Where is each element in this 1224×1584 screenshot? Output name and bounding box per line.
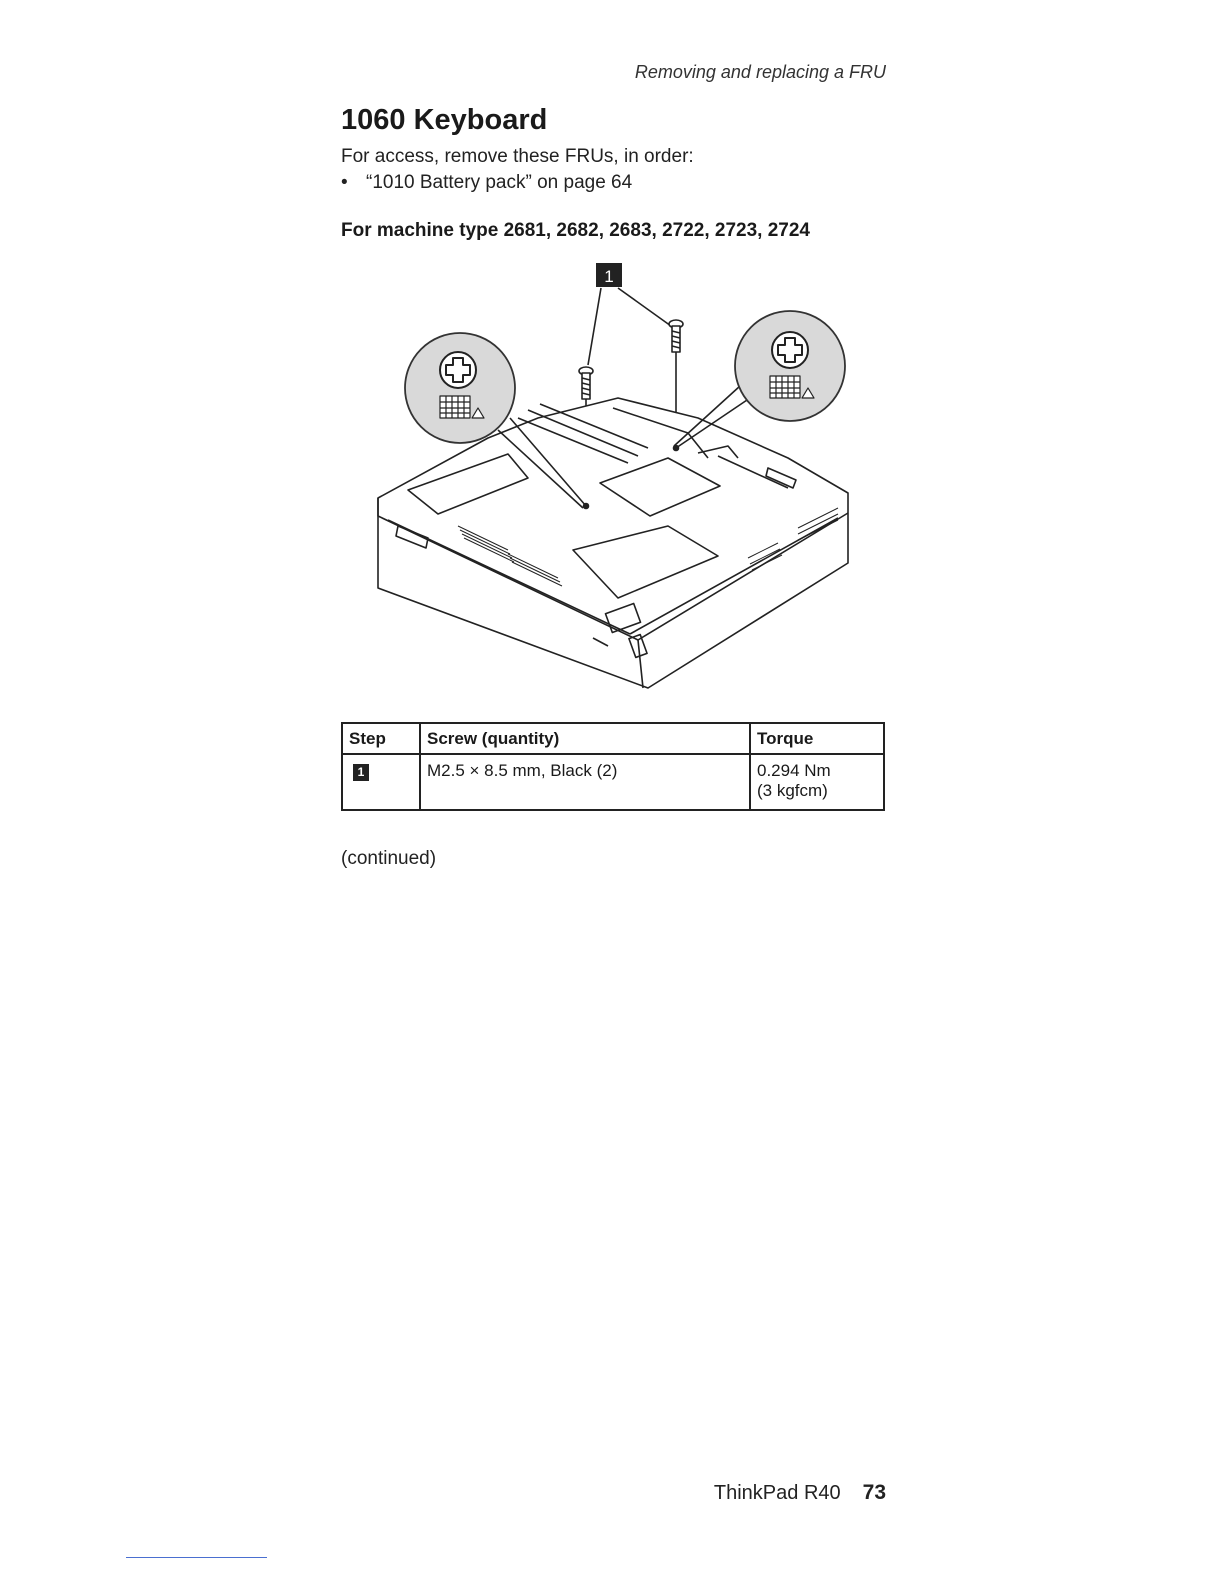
cell-screw: M2.5 × 8.5 mm, Black (2) [420, 754, 750, 810]
header-torque: Torque [750, 723, 884, 754]
prereq-list-item [341, 172, 632, 194]
screw-right-icon [669, 320, 683, 352]
phillips-screwdriver-icon [440, 352, 476, 388]
machine-type-heading: For machine type 2681, 2682, 2683, 2722, 2723, 2724 [341, 220, 810, 241]
cell-torque [750, 754, 884, 810]
phillips-screwdriver-icon [772, 332, 808, 368]
callout-leader-right [618, 288, 671, 326]
torque-nm: 0.294 Nm [757, 761, 831, 780]
cell-step [342, 754, 420, 810]
laptop-bottom-illustration [368, 258, 858, 694]
continued-note: (continued) [341, 848, 437, 869]
footer-product: ThinkPad R40 [713, 1482, 841, 1504]
section-title: 1060 Keyboard [341, 104, 548, 136]
page-footer [600, 1481, 886, 1505]
bullet-marker: • [341, 172, 348, 193]
prereq-link-text[interactable]: “1010 Battery pack” on page 64 [366, 172, 633, 193]
table-header-row [342, 723, 884, 754]
access-intro: For access, remove these FRUs, in order: [341, 146, 694, 167]
torque-kgfcm: (3 kgfcm) [757, 781, 828, 800]
screw-left-icon [579, 367, 593, 399]
step-badge: 1 [353, 764, 369, 781]
running-header: Removing and replacing a FRU [634, 62, 886, 82]
page-number: 73 [862, 1481, 886, 1504]
screw-torque-table [341, 722, 885, 811]
header-step: Step [342, 723, 420, 754]
callout-label: 1 [604, 267, 614, 286]
callout-leader-left [588, 288, 601, 365]
footer-link-line [126, 1557, 267, 1558]
table-row [342, 754, 884, 810]
header-screw: Screw (quantity) [420, 723, 750, 754]
